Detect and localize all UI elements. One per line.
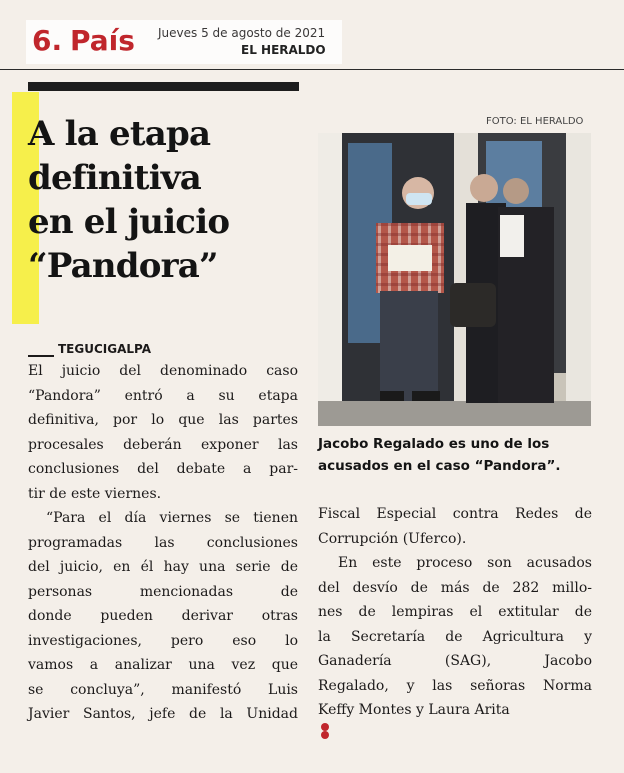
body-line: la Secretaría de Agricultura y [318, 628, 592, 645]
headline-line: A la etapa [28, 114, 211, 154]
body-line: definitiva, por lo que las partes [28, 412, 298, 428]
article-body-right-column [318, 502, 592, 739]
newspaper-name: EL HERALDO [241, 43, 326, 57]
page-header [26, 20, 342, 64]
body-line: tir de este viernes. [28, 485, 162, 502]
body-line: Fiscal Especial contra Redes de [318, 506, 592, 522]
body-line: del juicio, en él hay una serie de [28, 559, 298, 575]
body-line: vamos a analizar una vez que [28, 657, 298, 673]
body-line: se concluya”, manifestó Luis [28, 681, 298, 698]
body-line: personas mencionadas de [28, 583, 298, 600]
end-of-article-dots-icon [321, 723, 329, 731]
article-photo [318, 133, 591, 426]
body-line: nes de lempiras el extitular de [318, 604, 592, 620]
body-line-last [318, 698, 592, 739]
body-line: Javier Santos, jefe de la Unidad [28, 706, 298, 722]
headline-line: en el juicio [28, 202, 230, 242]
body-line: Ganadería (SAG), Jacobo [318, 653, 592, 669]
headline-line: “Pandora” [28, 246, 218, 286]
body-line: donde pueden derivar otras [28, 608, 298, 624]
caption-line: Jacobo Regalado es uno de los [318, 436, 550, 452]
section-name: País [70, 24, 135, 57]
body-line: programadas las conclusiones [28, 534, 298, 551]
body-line: “Pandora” entró a su etapa [28, 387, 298, 404]
body-line: Regalado, y las señoras Norma [318, 677, 592, 694]
body-line: Corrupción (Uferco). [318, 530, 467, 547]
body-line: conclusiones del debate a par- [28, 461, 298, 477]
body-line: investigaciones, pero eso lo [28, 632, 298, 649]
end-of-article-dots-icon [321, 731, 329, 739]
body-line: procesales deberán exponer las [28, 436, 298, 453]
body-line: “Para el día viernes se tienen [46, 510, 298, 526]
body-line: En este proceso son acusados [338, 555, 592, 571]
headline-line: definitiva [28, 158, 201, 198]
section-number: 6. [32, 24, 63, 57]
body-line: Keffy Montes y Laura Arita [318, 702, 510, 718]
courthouse-scene-image [318, 133, 591, 426]
publication-date: Jueves 5 de agosto de 2021 [158, 26, 326, 40]
dateline: TEGUCIGALPA [58, 342, 152, 356]
photo-credit: FOTO: EL HERALDO [486, 116, 584, 127]
headline-rule [28, 82, 299, 91]
byline-rule [28, 355, 54, 357]
headline [28, 112, 318, 288]
photo-caption [318, 433, 598, 477]
body-line: del desvío de más de 282 millo- [318, 579, 592, 596]
caption-line: acusados en el caso “Pandora”. [318, 458, 561, 474]
article-body-left-column [28, 359, 298, 727]
header-divider [0, 69, 624, 70]
body-line: El juicio del denominado caso [28, 363, 298, 379]
